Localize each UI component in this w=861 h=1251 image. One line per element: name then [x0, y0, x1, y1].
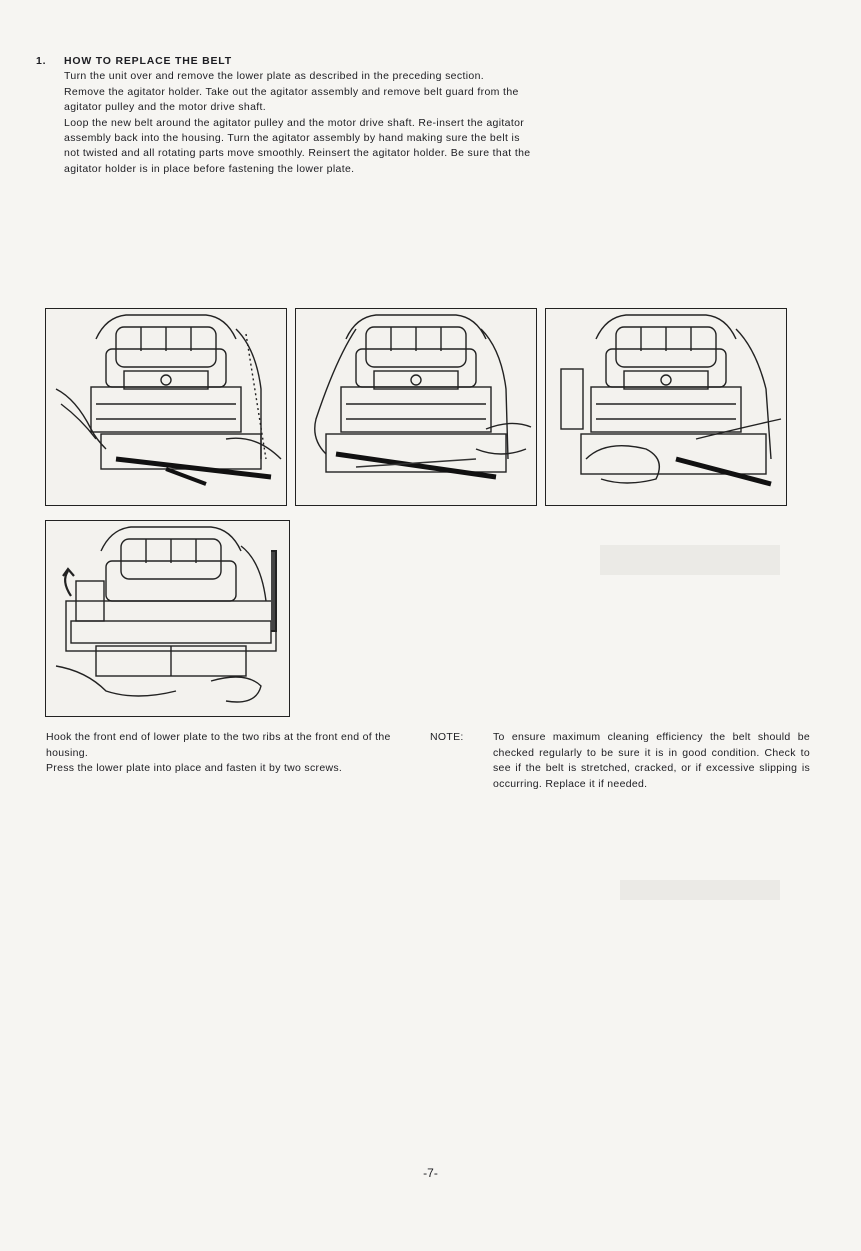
- step-paragraph: Loop the new belt around the agitator pulley and the motor drive shaft. Re-insert the agitator assembly back into the housing. Turn the agitator assembly by hand making sure the belt is not twisted and all rotating parts move smoothly. Reinsert the agitator holder. Be sure that the agitator holder is in place before fastening the lower plate.: [64, 116, 531, 175]
- section-body: [64, 69, 536, 177]
- vacuum-underside-drawing: [296, 309, 536, 505]
- lower-plate-instructions: [46, 730, 416, 777]
- belt-replacement-section: [36, 54, 536, 177]
- note-block: [430, 730, 810, 792]
- section-number: 1.: [36, 55, 47, 67]
- instruction-text: Press the lower plate into place and fasten it by two screws.: [46, 762, 343, 774]
- illustration-insert-agitator: [545, 308, 787, 506]
- vacuum-underside-drawing: [46, 521, 289, 716]
- page-number: -7-: [423, 1166, 438, 1180]
- vacuum-underside-drawing: [546, 309, 786, 505]
- illustration-loop-belt: [295, 308, 537, 506]
- section-heading: [36, 54, 536, 69]
- section-title: HOW TO REPLACE THE BELT: [64, 55, 232, 67]
- bleed-through-mark: [600, 545, 780, 575]
- step-paragraph: Turn the unit over and remove the lower plate as described in the preceding section.: [64, 70, 485, 83]
- note-label: NOTE:: [430, 731, 464, 743]
- instruction-text: Hook the front end of lower plate to the two ribs at the front end of the housing.: [46, 731, 391, 759]
- vacuum-underside-drawing: [46, 309, 286, 505]
- illustration-remove-agitator: [45, 308, 287, 506]
- note-text: To ensure maximum cleaning efficiency the belt should be checked regularly to be sure it is in good condition. Check to see if the belt is stretched, cracked, or if excessive slipping is occurring. Replace it if needed.: [493, 731, 810, 790]
- illustration-attach-lower-plate: [45, 520, 290, 717]
- step-paragraph: Remove the agitator holder. Take out the agitator assembly and remove belt guard from the agitator pulley and the motor drive shaft.: [64, 85, 519, 114]
- bleed-through-mark: [620, 880, 780, 900]
